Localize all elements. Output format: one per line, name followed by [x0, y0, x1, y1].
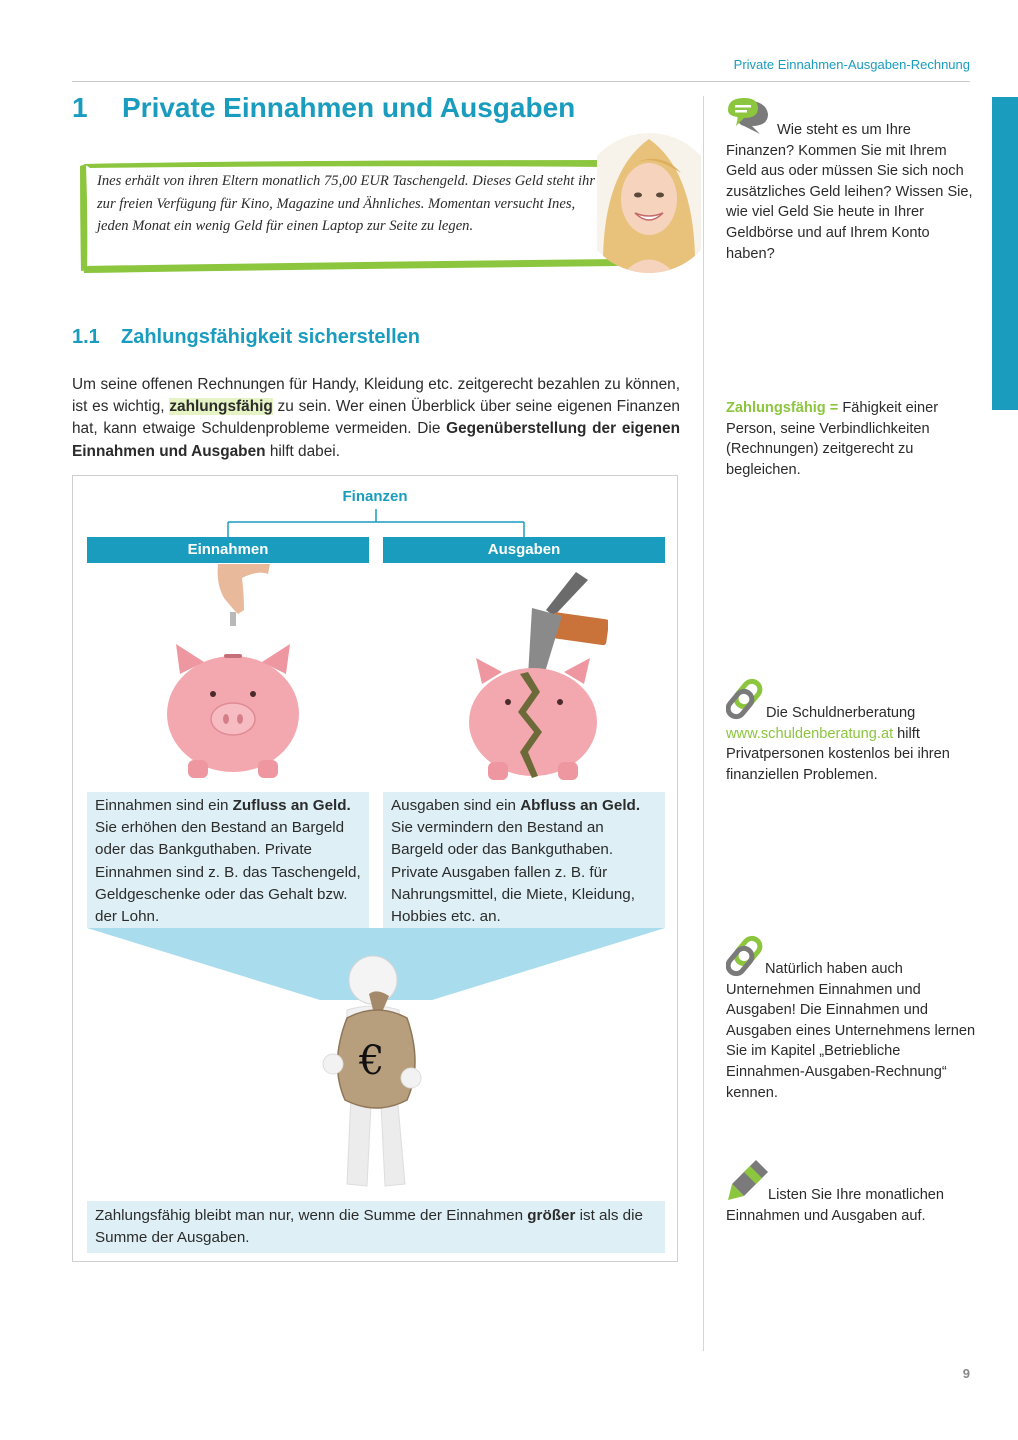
- sidebar-link-business: Natürlich haben auch Unternehmen Einnahmen und Ausgaben! Die Einnahmen und Ausgaben eines Unternehmens lernen Sie im Kapitel „Betriebliche Einnahmen-Ausgaben-Rechnung“ kennen.: [726, 961, 976, 1101]
- sidebar-link-debt-advice: [726, 703, 976, 785]
- intro-text-3: hilft dabei.: [265, 442, 340, 460]
- chapter-title-text: Private Einnahmen und Ausgaben: [122, 92, 576, 123]
- finance-diagram: [72, 475, 678, 1262]
- conclusion-text-2: ist als die Summe der Ausgaben.: [95, 1207, 643, 1247]
- section-title-text: Zahlungsfähigkeit sicherstellen: [121, 326, 420, 348]
- sidebar-task: Listen Sie Ihre monatlichen Einnahmen und Ausgaben auf.: [726, 1187, 945, 1224]
- intro-text-1: Um seine offenen Rechnungen für Handy, Kleidung etc. zeitgerecht bezahlen zu können, ist es wichtig,: [72, 376, 680, 416]
- portrait-image: [597, 133, 701, 276]
- section-number: 1.1: [72, 326, 100, 348]
- intro-paragraph: [72, 374, 680, 463]
- income-desc-text-2: Sie erhöhen den Bestand an Bargeld oder das Bankguthaben. Private Einnahmen sind z. B. das Taschengeld, Geldgeschenke oder das Gehalt bzw. der Lohn.: [95, 819, 361, 926]
- definition-term: Zahlungsfähig =: [726, 400, 839, 416]
- link1-text-post: hilft Privatpersonen kostenlos bei ihren finanziellen Problemen.: [726, 725, 950, 783]
- conclusion-box: [87, 1201, 665, 1253]
- expenses-description: [383, 792, 665, 928]
- intro-text-2: zu sein. Wer einen Überblick über seine eigenen Finanzen hat, kann etwaige Schuldenprobleme vermeiden. Die: [72, 398, 680, 438]
- income-desc-bold: Zufluss an Geld.: [232, 797, 351, 814]
- conclusion-text-1: Zahlungsfähig bleibt man nur, wenn die Summe der Einnahmen: [95, 1207, 528, 1224]
- intro-bold: Gegenüberstellung der eigenen Einnahmen und Ausgaben: [72, 420, 681, 460]
- diagram-title: Finanzen: [342, 488, 408, 505]
- expenses-header: Ausgaben: [383, 537, 665, 563]
- broken-piggy-bank-illustration: [458, 572, 608, 784]
- link1-text-pre: Die Schuldnerberatung: [766, 705, 916, 721]
- tree-connector: [73, 476, 679, 546]
- page-number: 9: [962, 1366, 970, 1381]
- income-desc-text-1: Einnahmen sind ein: [95, 797, 233, 814]
- conclusion-bold: größer: [527, 1207, 576, 1224]
- chapter-tab: [992, 97, 1018, 410]
- debt-advice-link[interactable]: www.schuldenberatung.at: [726, 725, 894, 742]
- running-head: Private Einnahmen-Ausgaben-Rechnung: [733, 57, 970, 72]
- income-header: Einnahmen: [87, 537, 369, 563]
- story-text: Ines erhält von ihren Eltern monatlich 75,00 EUR Taschengeld. Dieses Geld steht ihr zur freien Verfügung für Kino, Magazine und Ähnliches. Momentan versucht Ines, jeden Monat ein wenig Geld für einen Laptop zur Seite zu legen.: [97, 173, 596, 234]
- money-bag-figure-illustration: [311, 954, 441, 1194]
- euro-symbol: €: [359, 1038, 385, 1084]
- sidebar-definition: [726, 398, 976, 480]
- column-divider: [703, 96, 704, 1351]
- expenses-desc-bold: Abfluss an Geld.: [520, 797, 641, 814]
- expenses-desc-text-1: Ausgaben sind ein: [391, 797, 521, 814]
- income-description: [87, 792, 369, 928]
- definition-text: Fähigkeit einer Person, seine Verbindlichkeiten (Rechnungen) zeitgerecht zu begleichen.: [726, 400, 939, 478]
- expenses-desc-text-2: Sie vermindern den Bestand an Bargeld oder das Bankguthaben. Private Ausgaben fallen z. B. für Nahrungsmittel, die Miete, Kleidung, Hobbies etc. an.: [391, 819, 635, 926]
- highlighted-term: zahlungsfähig: [169, 398, 273, 416]
- chapter-title: [72, 92, 575, 124]
- header-divider: [72, 81, 970, 82]
- section-title: [72, 326, 420, 349]
- sidebar-question: Wie steht es um Ihre Finanzen? Kommen Sie mit Ihrem Geld aus oder müssen Sie sich noch zusätzliches Geld leihen? Wissen Sie, wie viel Geld Sie heute in Ihrer Geldbörse und auf Ihrem Konto haben?: [726, 122, 973, 262]
- chapter-number: 1: [72, 92, 88, 123]
- piggy-bank-coin-illustration: [158, 564, 308, 784]
- story-box: [78, 158, 623, 274]
